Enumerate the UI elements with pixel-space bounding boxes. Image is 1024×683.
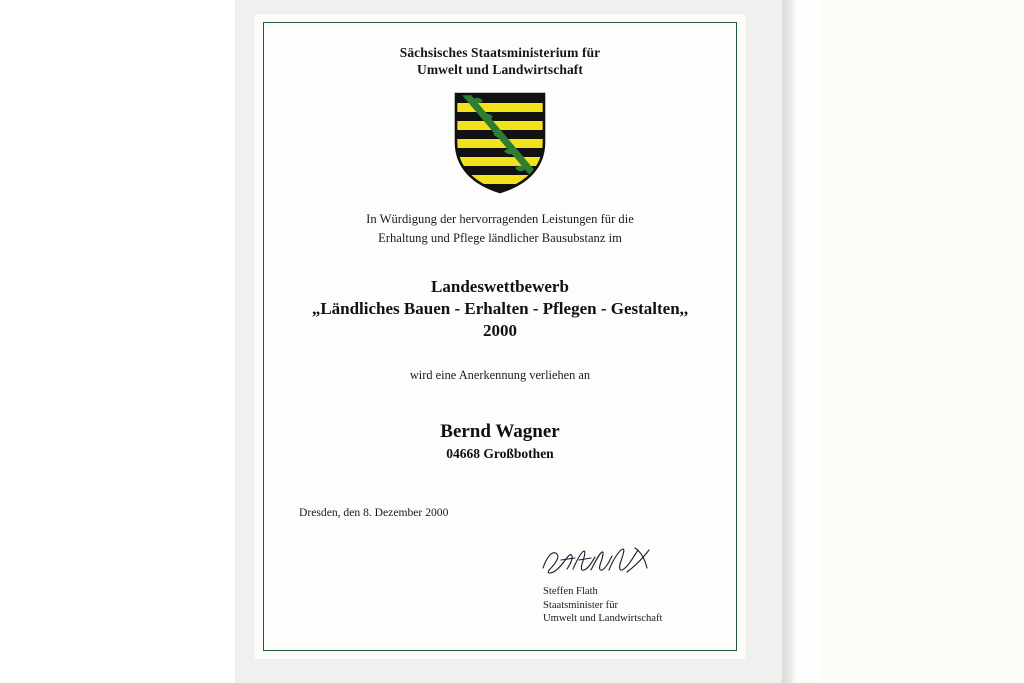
certificate-content: [255, 14, 745, 659]
signatory-title-line1: Staatsminister für: [543, 599, 619, 611]
ministry-heading-line1: Sächsisches Staatsministerium für: [399, 45, 601, 60]
mount-right-edge: [782, 0, 796, 683]
citation-line1: In Würdigung der hervorragenden Leistungen für die: [366, 212, 634, 226]
recipient-name: Bernd Wagner: [440, 421, 560, 442]
background-left: [0, 0, 235, 683]
citation-line2: Erhaltung und Pflege ländlicher Bausubstanz im: [378, 231, 622, 245]
award-statement: wird eine Anerkennung verliehen an: [409, 368, 591, 382]
coat-of-arms-container: [255, 90, 745, 196]
saxony-coat-of-arms-icon: [452, 90, 548, 196]
competition-line1: Landeswettbewerb: [431, 277, 569, 296]
competition-line3: 2000: [483, 321, 517, 340]
signatory-name: Steffen Flath: [543, 586, 598, 597]
ministry-heading-line2: Umwelt und Landwirtschaft: [416, 62, 583, 77]
citation-text: [255, 210, 745, 248]
signature-block: [535, 542, 725, 626]
place-and-date: Dresden, den 8. Dezember 2000: [299, 506, 449, 519]
recipient-block: [255, 420, 745, 464]
certificate-page: [255, 14, 745, 659]
background-right-tint: [820, 0, 1024, 683]
handwritten-signature-icon: [539, 542, 659, 582]
competition-title: [255, 276, 745, 342]
competition-line2: „Ländliches Bauen - Erhalten - Pflegen - Gestalten,,: [311, 299, 689, 318]
signatory-title-line2: Umwelt und Landwirtschaft: [543, 613, 663, 624]
recipient-location: 04668 Großbothen: [446, 446, 554, 461]
ministry-heading: [255, 44, 745, 78]
